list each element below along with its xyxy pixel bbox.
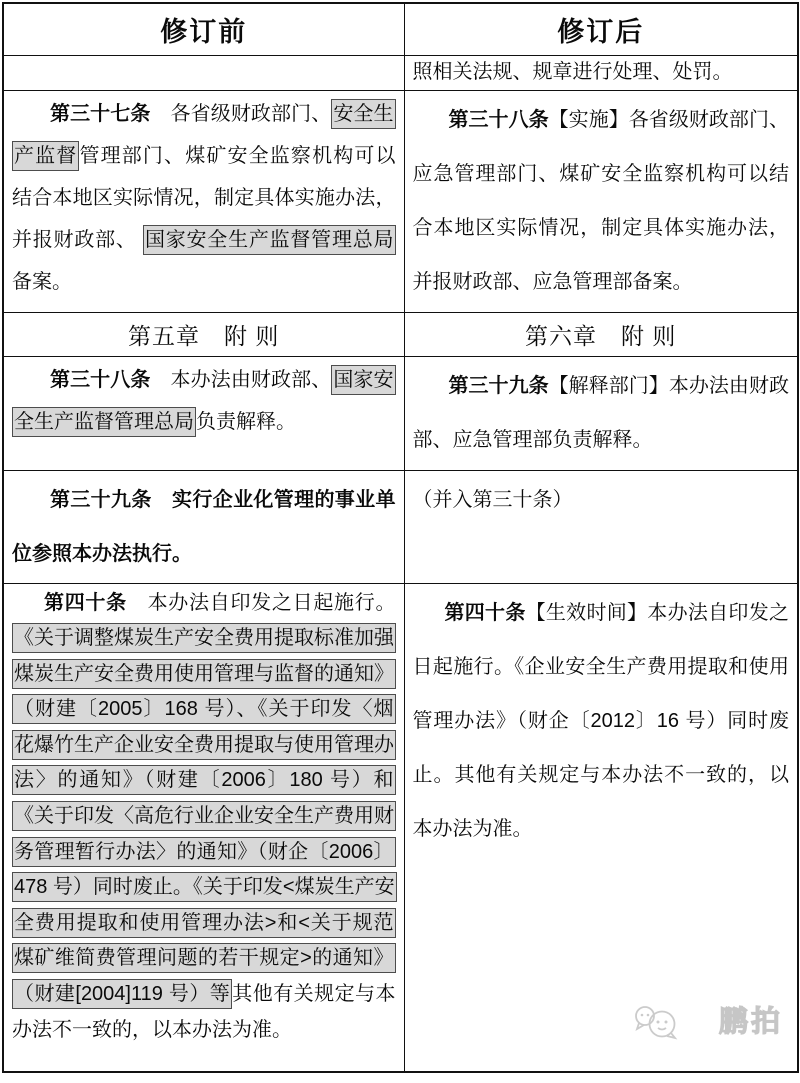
text-segment: 【实施】各省级财政部门、应急管理部门、煤矿安全监察机构可以结合本地区实际情况，制定具体实施办法，并报财政部、应急管理部备案。 (412, 108, 789, 293)
table-row (3, 312, 798, 356)
article-number-bold: 第三十八条 (50, 368, 151, 391)
cell-after-article-38 (404, 90, 798, 312)
article-number-bold: 第三十九条 (448, 374, 549, 397)
cell-before-chapter-5-title (3, 312, 404, 356)
text-segment: 【生效时间】本办法自印发之日起施行。《企业安全生产费用提取和使用管理办法》（财企〔2012〕16 号）同时废止。其他有关规定与本办法不一致的，以本办法为准。 (412, 601, 789, 840)
cell-after-carryover (404, 55, 798, 90)
cell-before-carryover (3, 55, 404, 90)
text-segment: 照相关法规、规章进行处理、处罚。 (412, 61, 733, 83)
deleted-text-highlight: 《关于调整煤炭生产安全费用提取标准加强煤炭生产安全费用使用管理与监督的通知》（财建〔2005〕168 号）、《关于印发〈烟花爆竹生产企业安全费用提取与使用管理办法〉的通知》（财建〔2006〕180 号）和《关于印发〈高危行业企业安全生产费用财务管理暂行办法〉的通知》（财企〔2006〕478 号）同时废止。《关于印发<煤炭生产安全费用提取和使用管理办法>和<关于规范煤矿维简费管理问题的若干规定>的通知》（财建[2004]119 号）等 (12, 623, 397, 1009)
cell-before-article-39 (3, 470, 404, 583)
article-number-bold: 第三十八条 (448, 108, 549, 131)
article-number-bold: 第四十条 (44, 591, 127, 614)
revision-comparison-table (2, 2, 799, 1073)
cell-after-chapter-6-title (404, 312, 798, 356)
table-header-row (3, 3, 798, 55)
deleted-text-highlight: 安全生产监督 (12, 99, 396, 171)
cell-before-article-37 (3, 90, 404, 312)
deleted-text-highlight: 国家安全生产监督管理总局 (12, 365, 396, 437)
deleted-text-highlight: 国家安全生产监督管理总局 (143, 225, 396, 255)
cell-after-merged-note (404, 470, 798, 583)
table-row (3, 90, 798, 312)
text-segment: 各省级财政部门、 (150, 102, 332, 125)
text-segment: 备案。 (12, 270, 72, 293)
cell-before-article-38 (3, 356, 404, 470)
watermark (631, 983, 783, 1061)
text-segment: 其他有关规定与本办法不一致的，以本办法为准。 (12, 983, 396, 1041)
table-row (3, 583, 798, 1072)
article-number-bold: 第三十七条 (50, 102, 151, 125)
watermark-label: 鹏拍 (718, 1005, 783, 1038)
table-row (3, 470, 798, 583)
text-segment: 第六章 附 则 (525, 322, 677, 349)
text-segment: 负责解释。 (196, 410, 296, 433)
cell-after-article-39 (404, 356, 798, 470)
pengpai-logo-icon (631, 1002, 681, 1042)
text-segment: 本办法自印发之日起施行。 (126, 591, 396, 614)
table-row (3, 55, 798, 90)
article-number-bold: 第四十条 (444, 601, 526, 624)
header-before: 修订前 (3, 3, 404, 55)
cell-before-article-40 (3, 583, 404, 1072)
text-segment: 第五章 附 则 (128, 322, 280, 349)
header-after: 修订后 (404, 3, 798, 55)
text-segment: 【解释部门】本办法由财政部、应急管理部负责解释。 (412, 374, 789, 451)
table-row (3, 356, 798, 470)
cell-after-article-40 (404, 583, 798, 1072)
article-number-bold: 第三十九条 实行企业化管理的事业单位参照本办法执行。 (12, 488, 396, 565)
text-segment: 本办法由财政部、 (150, 368, 332, 391)
text-segment: 管理部门、煤矿安全监察机构可以结合本地区实际情况，制定具体实施办法，并报财政部、 (12, 144, 396, 251)
text-segment: （并入第三十条） (412, 488, 573, 511)
